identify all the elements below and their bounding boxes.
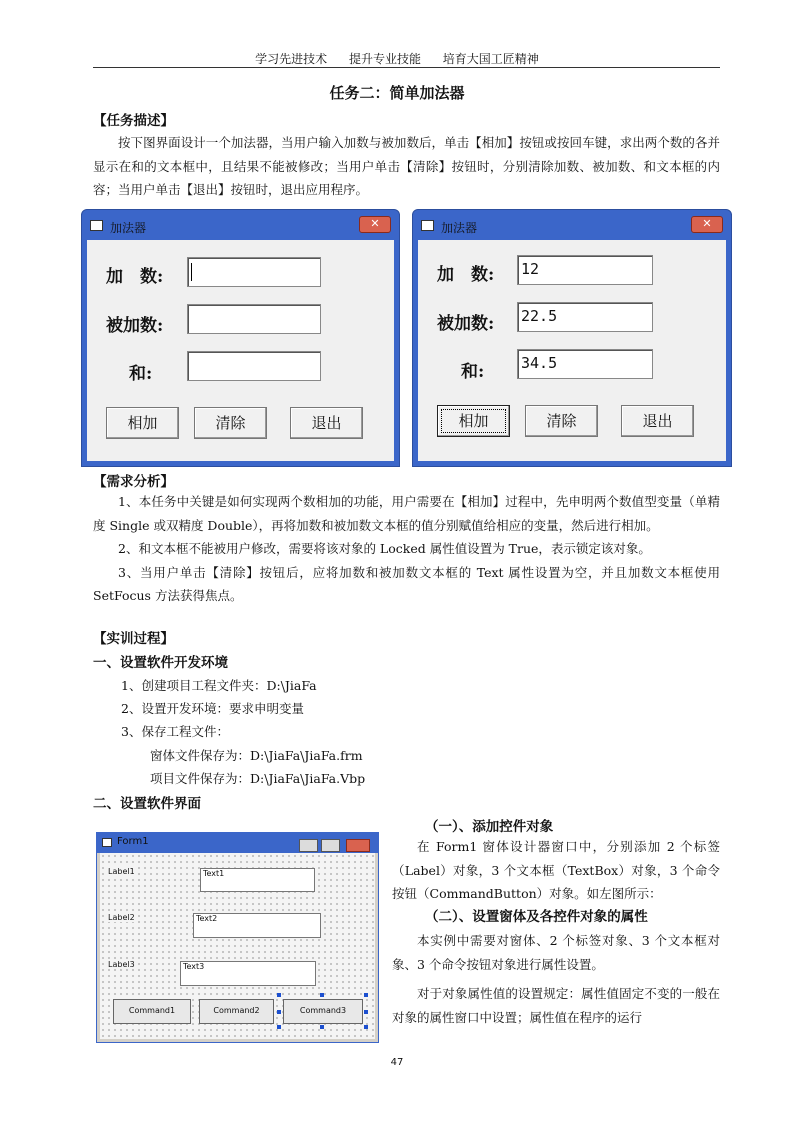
- step-1-2: 2、设置开发环境：要求申明变量: [121, 701, 304, 716]
- selection-handle[interactable]: [320, 1025, 324, 1029]
- selection-handle[interactable]: [277, 1010, 281, 1014]
- addend-input[interactable]: 12: [517, 255, 653, 285]
- subsection-2-heading: （二）、设置窗体及各控件对象的属性: [425, 909, 648, 925]
- subsection-2-text: [392, 929, 720, 1029]
- label-addend: 加 数:: [437, 265, 495, 285]
- page-title: 任务二：简单加法器: [329, 84, 465, 102]
- task-desc-heading: 【任务描述】: [93, 113, 174, 129]
- addend-input[interactable]: [187, 257, 321, 287]
- label-addend: 加 数:: [106, 267, 164, 287]
- command3-button[interactable]: Command3: [283, 999, 363, 1024]
- adder-dialog-empty: [81, 209, 400, 467]
- designer-title: Form1: [117, 836, 149, 847]
- clear-button[interactable]: 清除: [525, 405, 598, 437]
- step-1-1: 1、创建项目工程文件夹：D:\JiaFa: [121, 678, 317, 693]
- close-icon[interactable]: ✕: [359, 216, 391, 233]
- selection-handle[interactable]: [364, 1025, 368, 1029]
- step-1-3: 3、保存工程文件：: [121, 724, 229, 739]
- step-1-5: 项目文件保存为：D:\JiaFa\JiaFa.Vbp: [150, 771, 366, 786]
- header-rule: [93, 67, 720, 68]
- selection-handle[interactable]: [364, 1010, 368, 1014]
- analysis-paragraph-3: 3、当用户单击【清除】按钮后，应将加数和被加数文本框的 Text 属性设置为空，并且加数文本框使用 SetFocus 方法获得焦点。: [93, 564, 720, 603]
- section-1-heading: 一、设置软件开发环境: [93, 655, 228, 671]
- window-title: 加法器: [441, 221, 478, 235]
- dialog-client: [87, 240, 394, 461]
- task-desc-paragraph: 按下图界面设计一个加法器，当用户输入加数与被加数后，单击【相加】按钮或按回车键，求出两个数的各并显示在和的文本框中，且结果不能被修改；当用户单击【清除】按钮时，分别清除加数、被加数、和文本框的内容；当用户单击【退出】按钮时，退出应用程序。: [93, 135, 720, 197]
- window-icon: [421, 220, 434, 231]
- command1-button[interactable]: Command1: [113, 999, 191, 1024]
- augend-input[interactable]: 22.5: [517, 302, 653, 332]
- title-bar: [419, 215, 725, 239]
- close-icon[interactable]: ✕: [691, 216, 723, 233]
- adder-dialog-filled: [412, 209, 732, 467]
- selection-handle[interactable]: [364, 993, 368, 997]
- text1-control[interactable]: Text1: [200, 868, 315, 892]
- close-icon[interactable]: [346, 839, 370, 852]
- form-designer: [96, 832, 379, 1043]
- sum-output: [187, 351, 321, 381]
- label2-control[interactable]: Label2: [108, 913, 135, 922]
- clear-button[interactable]: 清除: [194, 407, 267, 439]
- section-2-heading: 二、设置软件界面: [93, 796, 201, 812]
- subsection-2-paragraph-2: 对于对象属性值的设置规定：属性值固定不变的一般在对象的属性窗口中设置；属性值在程序的运行: [392, 986, 720, 1025]
- subsection-1-text: [392, 835, 720, 906]
- text2-control[interactable]: Text2: [193, 913, 321, 938]
- subsection-2-paragraph-1: 本实例中需要对窗体、2 个标签对象、3 个文本框对象、3 个命令按钮对象进行属性设置。: [392, 933, 720, 972]
- dialog-client: [418, 240, 726, 461]
- page-number: 47: [390, 1057, 404, 1068]
- add-button[interactable]: 相加: [106, 407, 179, 439]
- label-augend: 被加数:: [106, 316, 164, 336]
- form-icon: [102, 838, 112, 847]
- exit-button[interactable]: 退出: [290, 407, 363, 439]
- selection-handle[interactable]: [277, 1025, 281, 1029]
- task-desc-text: [93, 131, 720, 202]
- augend-input[interactable]: [187, 304, 321, 334]
- page-header: 学习先进技术 提升专业技能 培育大国工匠精神: [255, 52, 539, 66]
- selection-handle[interactable]: [320, 993, 324, 997]
- analysis-heading: 【需求分析】: [93, 474, 174, 490]
- analysis-text: [93, 490, 720, 608]
- add-button[interactable]: 相加: [437, 405, 510, 437]
- label-sum: 和:: [129, 364, 153, 384]
- text3-control[interactable]: Text3: [180, 961, 316, 986]
- analysis-paragraph-2: 2、和文本框不能被用户修改，需要将该对象的 Locked 属性值设置为 True，表示锁定该对象。: [118, 541, 651, 556]
- exit-button[interactable]: 退出: [621, 405, 694, 437]
- designer-title-bar: [97, 833, 378, 853]
- subsection-1-heading: （一）、添加控件对象: [425, 819, 554, 835]
- minimize-icon[interactable]: [299, 839, 318, 852]
- window-title: 加法器: [110, 221, 147, 235]
- title-bar: [88, 215, 393, 239]
- step-1-4: 窗体文件保存为：D:\JiaFa\JiaFa.frm: [150, 748, 363, 763]
- selection-handle[interactable]: [277, 993, 281, 997]
- label3-control[interactable]: Label3: [108, 960, 135, 969]
- command2-button[interactable]: Command2: [199, 999, 274, 1024]
- window-icon: [90, 220, 103, 231]
- analysis-paragraph-1: 1、本任务中关键是如何实现两个数相加的功能，用户需要在【相加】过程中，先申明两个数值型变量（单精度 Single 或双精度 Double），再将加数和被加数文本框的值分别赋值给相应的变量，然后进行相加。: [93, 494, 720, 533]
- designer-grid: [100, 853, 375, 1039]
- label-augend: 被加数:: [437, 314, 495, 334]
- maximize-icon[interactable]: [321, 839, 340, 852]
- label1-control[interactable]: Label1: [108, 867, 135, 876]
- practice-heading: 【实训过程】: [93, 631, 174, 647]
- subsection-1-paragraph: 在 Form1 窗体设计器窗口中，分别添加 2 个标签（Label）对象，3 个文本框（TextBox）对象，3 个命令按钮（CommandButton）对象。如左图所示：: [392, 839, 720, 901]
- label-sum: 和:: [461, 362, 485, 382]
- sum-output: 34.5: [517, 349, 653, 379]
- text-cursor: [191, 263, 192, 281]
